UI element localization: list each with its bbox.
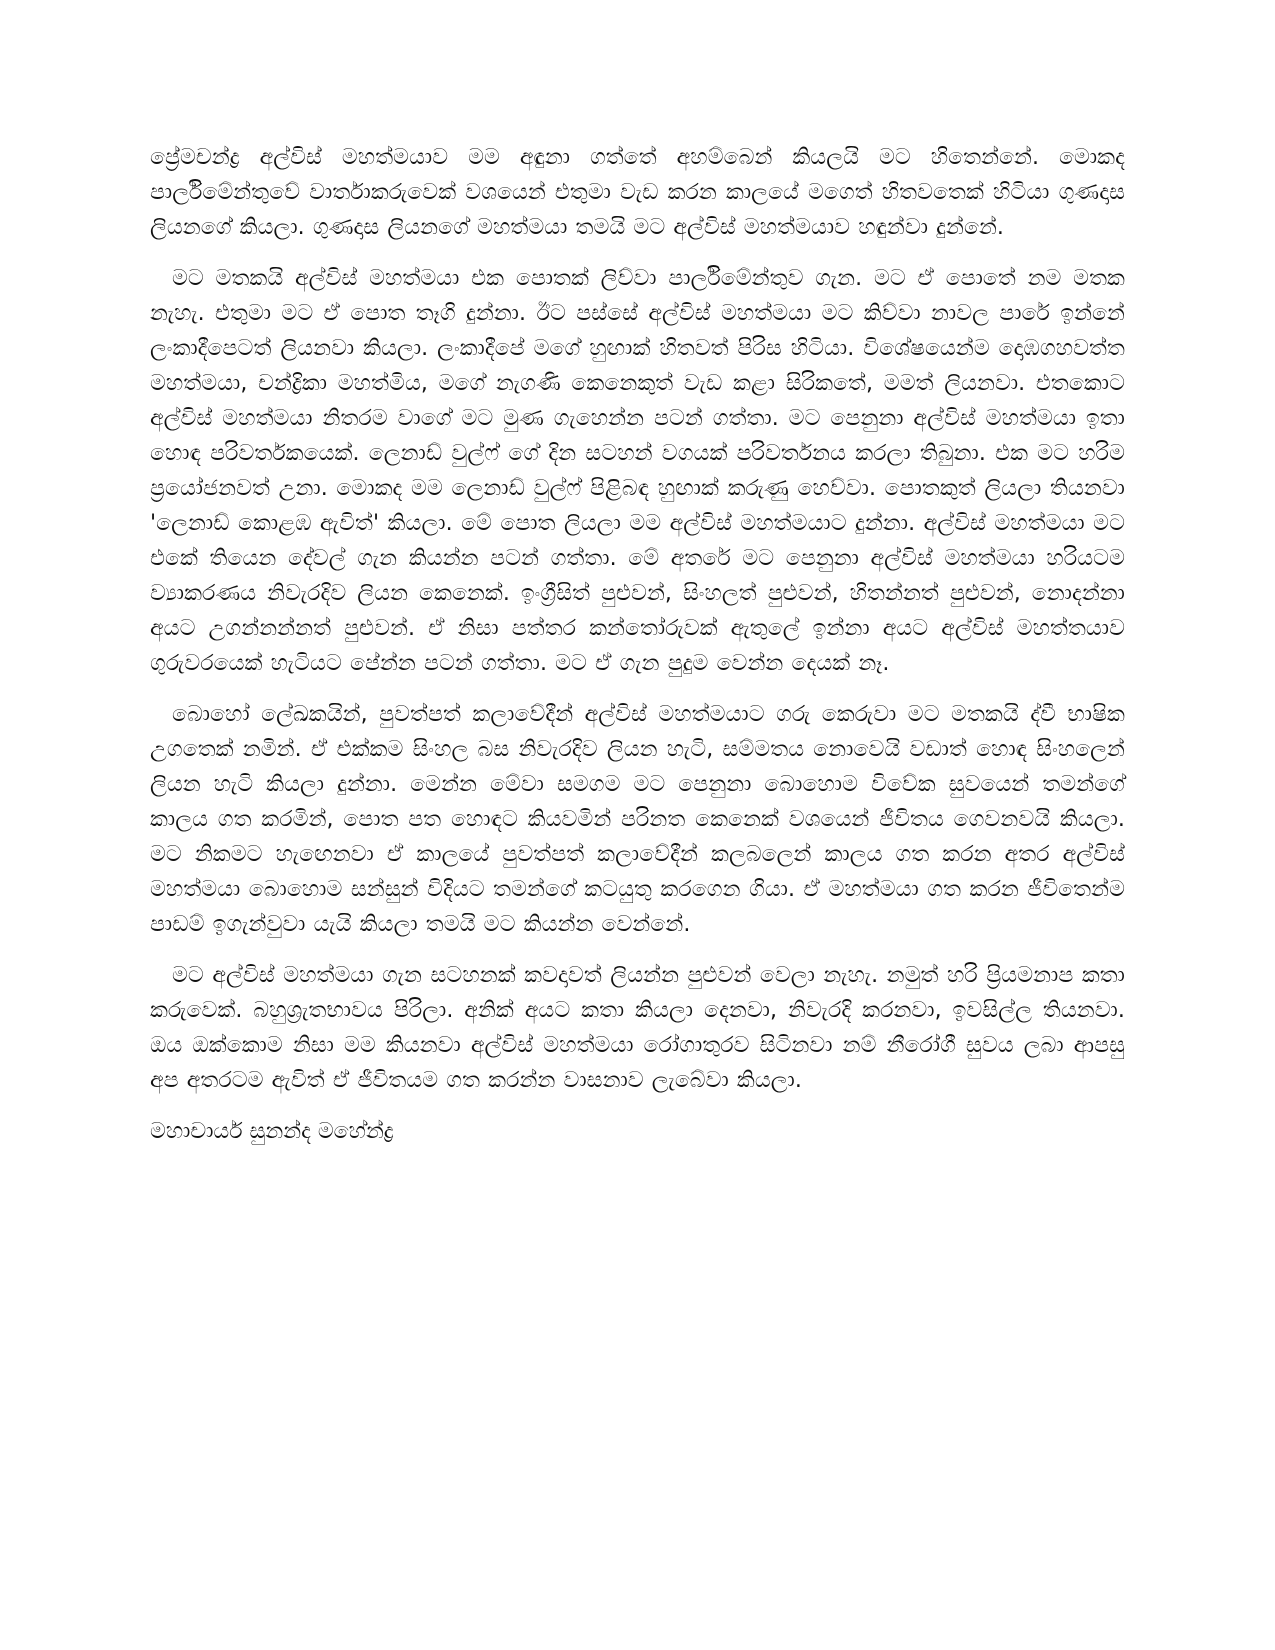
author-signature: මහාචාර්ය සුනන්ද මහේන්ද්‍ර xyxy=(150,1119,394,1144)
paragraph-1: ප්‍රේමචන්ද්‍ර අල්විස් මහත්මයාව මම අඳුනා ගත්තේ අහම්බෙන් කියලයි මට හිතෙන්නේ. මොකද පාර්ලිමේන්තුවේ වාර්තාකරුවෙක් වශයෙන් එතුමා වැඩ කරන කාලයේ මගෙත් හිතවතෙක් හිටියා ගුණදාස ලියනගේ කියලා. ගුණදාස ලියනගේ මහත්මයා තමයි මට අල්විස් මහත්මයාව හඳුන්වා දුන්නේ. xyxy=(150,145,1125,240)
paragraph-3: බොහෝ ලේඛකයින්, පුවත්පත් කලාවේදීන් අල්විස් මහත්මයාට ගරු කෙරුවා මට මතකයි ද්වී භාෂික උගතෙක් නමින්. ඒ එක්කම සිංහල බස නිවැරදිව ලියන හැටි, සම්මතය නොවෙයි වඩාත් හොඳ සිංහලෙන් ලියන හැටි කියලා දුන්නා. මෙන්න මේවා සමගම මට පෙනුනා බොහොම විවේක සුවයෙන් තමන්ගේ කාලය ගත කරමින්, පොත පත හොඳට කියවමින් පරිනත කෙනෙක් වශයෙන් ජීවිතය ගෙවනවයි කියලා. මට නිකමට හැඟෙනවා ඒ කාලයේ පුවත්පත් කලාවේදීන් කලබලෙන් කාලය ගත කරන අතර අල්විස් මහත්මයා බොහොම සන්සුන් විදියට තමන්ගේ කටයුතු කරගෙන ගියා. ඒ මහත්මයා ගත කරන ජීවිතෙන්ම පාඩම් ඉගැන්වුවා යැයි කියලා තමයි මට කියන්න වෙන්නේ. xyxy=(150,702,1125,937)
paragraph-2: මට මතකයි අල්විස් මහත්මයා එක පොතක් ලිව්වා පාර්ලිමේන්තුව ගැන. මට ඒ පොතේ නම මතක නැහැ. එතුමා මට ඒ පොත තෑගි දුන්නා. ඊට පස්සේ අල්විස් මහත්මයා මට කිව්වා නාවල පාරේ ඉන්නේ ලංකාදීපෙටත් ලියනවා කියලා. ලංකාදීපේ මගේ හුඟාක් හිතවත් පිරිස හිටියා. විශේෂයෙන්ම දොඹගහවත්ත මහත්මයා, චන්ද්‍රිකා මහත්මිය, මගේ නැගණි කෙනෙකුත් වැඩ කළා සිරිකතේ, මමත් ලියනවා. එතකොට අල්විස් මහත්මයා නිතරම වාගේ මට මුණ ගැහෙන්න පටන් ගත්තා. මට පෙනුනා අල්විස් මහත්මයා ඉතා හොඳ පරිවර්තකයෙක්. ලෙනාඩ් වුල්ෆ් ගේ දින සටහන් වගයක් පරිවර්තනය කරලා තිබුනා. එක මට හරිම ප්‍රයෝජනවත් උනා. මොකද මම ලෙනාඩ් වුල්ෆ් පිළිබඳ හුඟාක් කරුණු හෙව්වා. පොතකුත් ලියලා තියනවා 'ලෙනාඩ් කොළඹ ඇවිත්' කියලා. මේ පොත ලියලා මම අල්විස් මහත්මයාට දුන්නා. අල්විස් මහත්මයා මට එකේ තියෙන දේවල් ගැන කියන්න පටන් ගත්තා. මේ අතරේ මට පෙනුනා අල්විස් මහත්මයා හරියටම ව්‍යාකරණය නිවැරදිව ලියන කෙනෙක්. ඉංග්‍රීසිත් පුළුවන්, සිංහලත් පුළුවන්, හිතන්නත් පුළුවන්, නොදන්නා අයට උගන්නන්නත් පුළුවන්. ඒ නිසා පත්තර කන්තෝරුවක් ඇතුලේ ඉන්නා අයට අල්විස් මහත්තයාව ගුරුවරයෙක් හැටියට පේන්න පටන් ගත්තා. මට ඒ ගැන පුදුම වෙන්න දෙයක් නෑ. xyxy=(150,266,1125,676)
paragraph-4: මට අල්විස් මහත්මයා ගැන සටහනක් කවදාවත් ලියන්න පුළුවන් වෙලා නැහැ. නමුත් හරි ප්‍රියමනාප කතා කරුවෙක්. බහුශ්‍රැතභාවය පිරිලා. අනික් අයට කතා කියලා දෙනවා, නිවැරදි කරනවා, ඉවසිල්ල තියනවා. ඔය ඔක්කොම නිසා මම කියනවා අල්විස් මහත්මයා රෝගාතුරව සිටිනවා නම් නීරෝගී සුවය ලබා ආපසු අප අතරටම ඇවිත් ඒ ජීවිතයම ගත කරන්න වාසනාව ලැබේවා කියලා. xyxy=(150,963,1125,1093)
